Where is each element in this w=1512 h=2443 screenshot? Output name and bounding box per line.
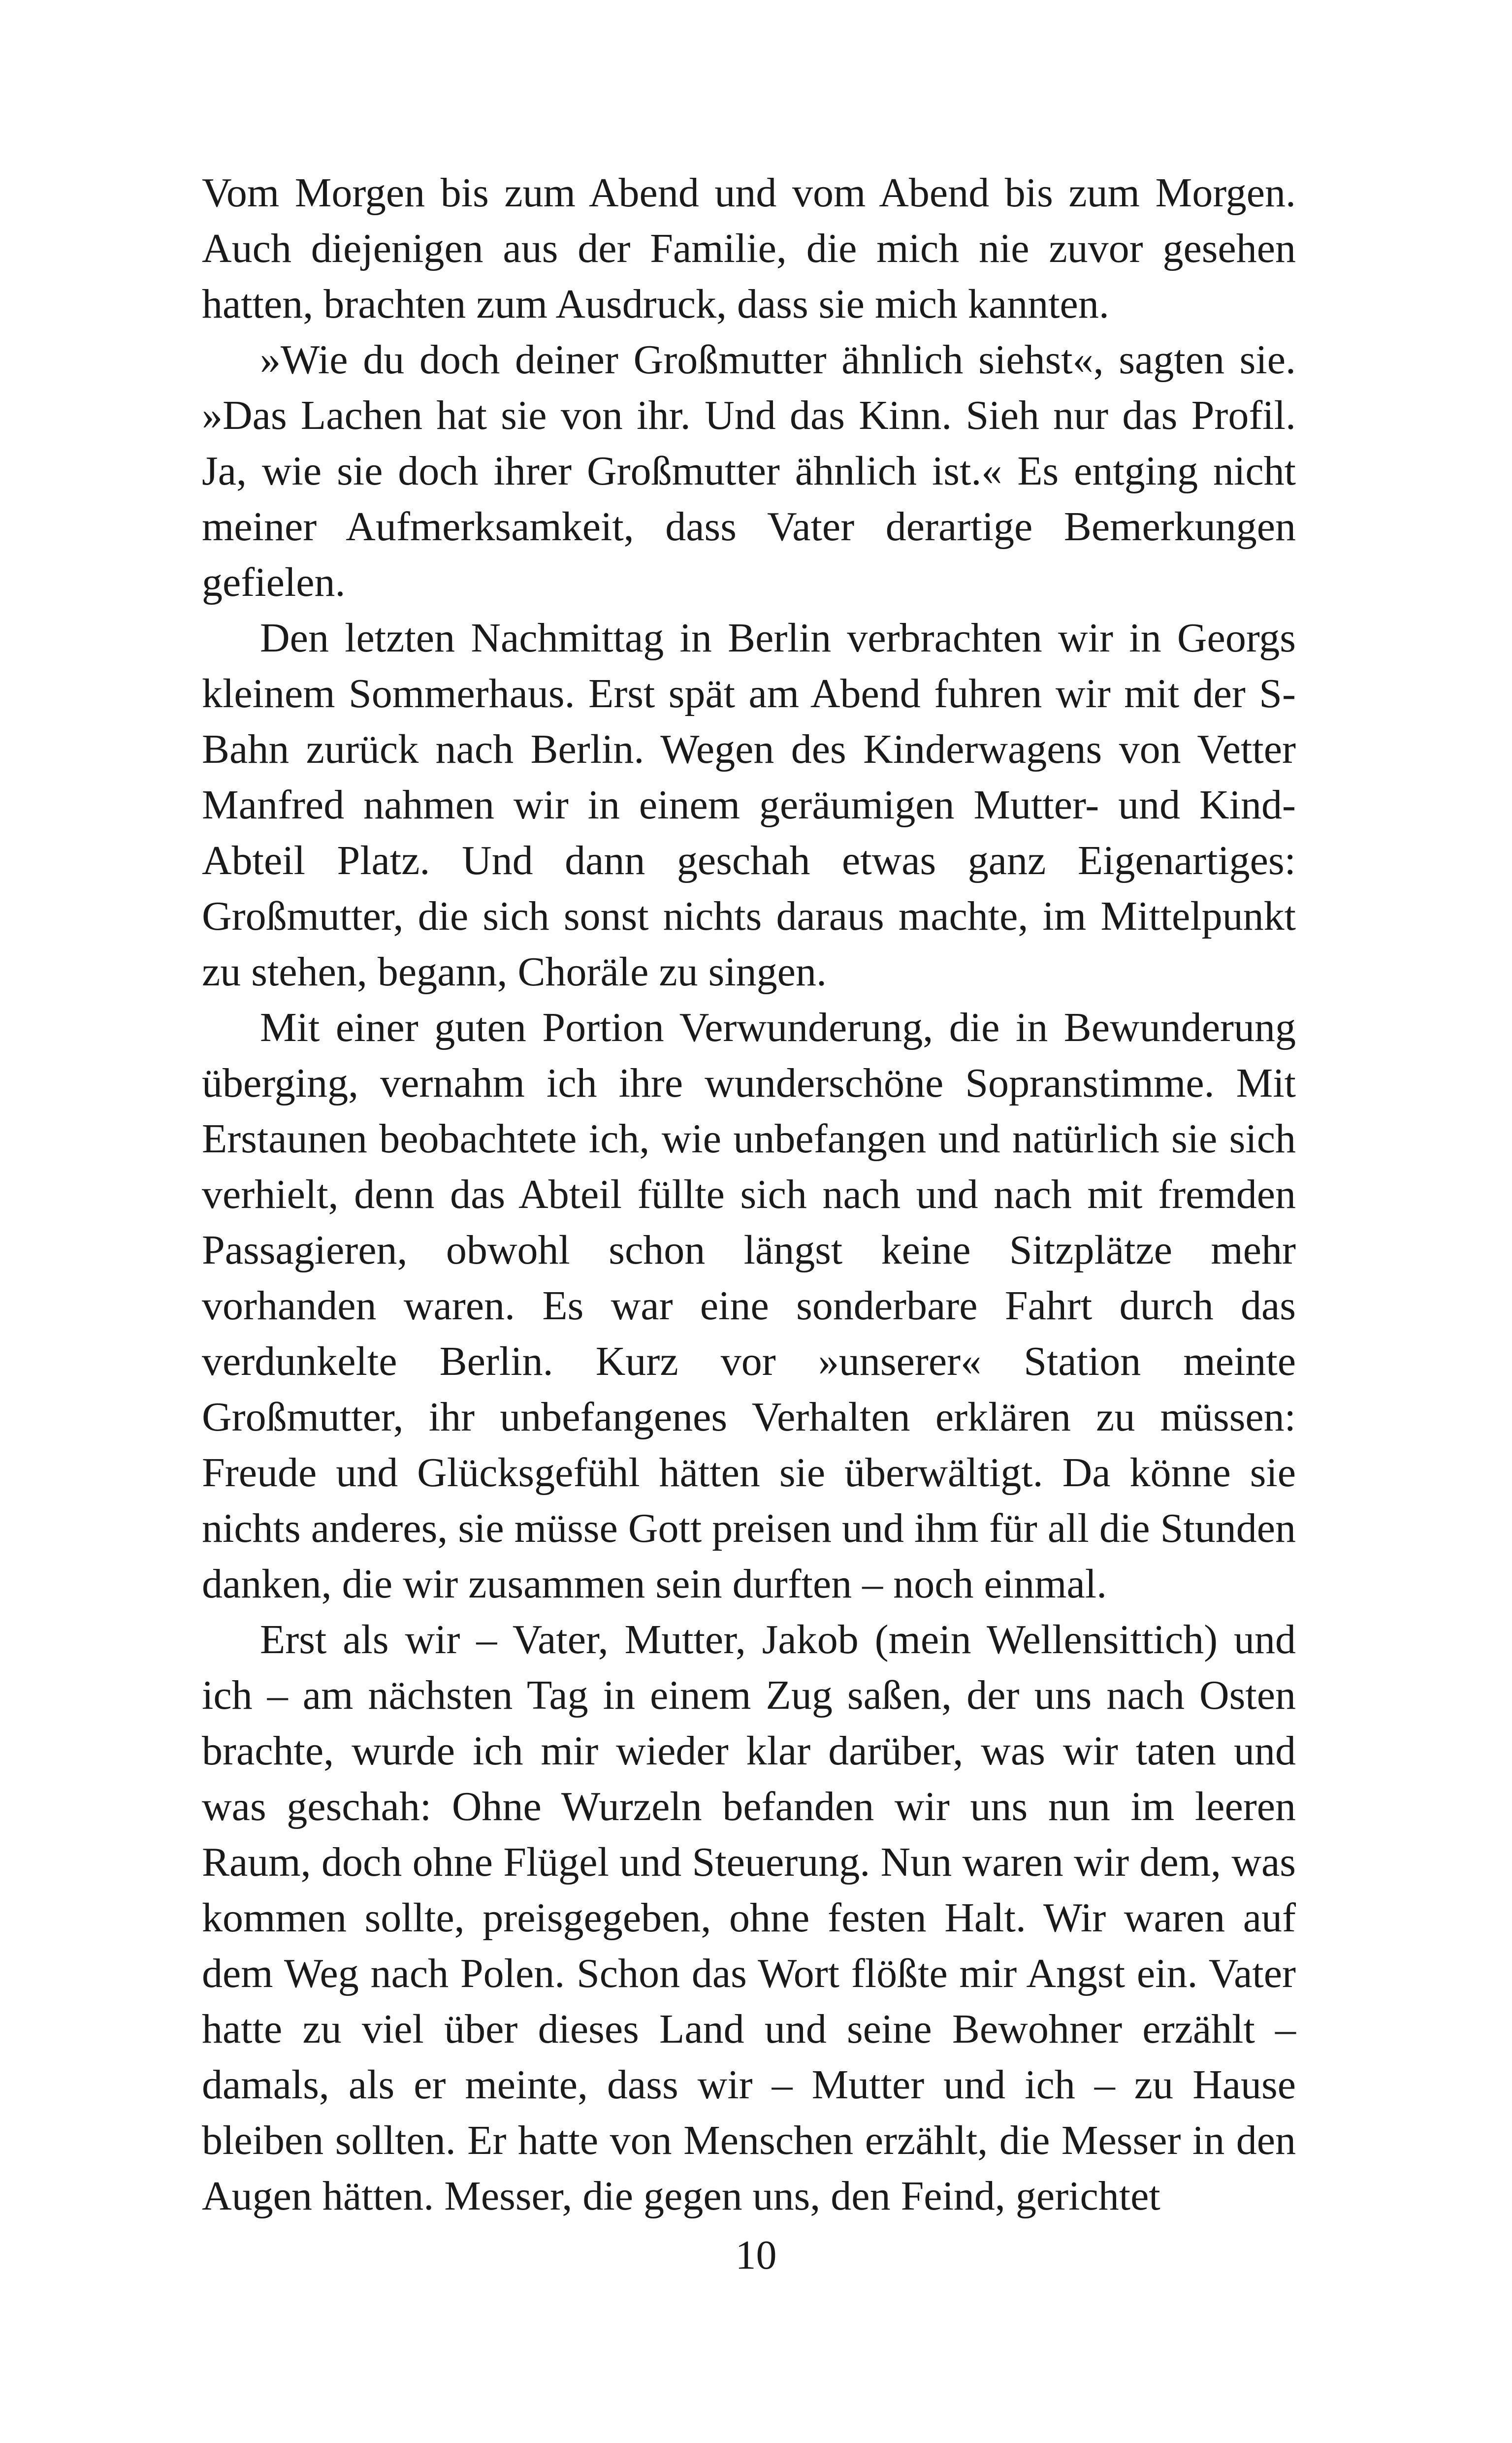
paragraph-5: Erst als wir – Vater, Mutter, Jakob (mein Wellensittich) und ich – am nächsten Tag in einem Zug saßen, der uns nach Osten brachte, wurde ich mir wieder klar darüber, was wir taten und was geschah: Ohne Wurzeln befanden wir uns nun im leeren Raum, doch ohne Flügel und Steuerung. Nun waren wir dem, was kommen sollte, preisgegeben, ohne festen Halt. Wir waren auf dem Weg nach Polen. Schon das Wort flößte mir Angst ein. Vater hatte zu viel über dieses Land und seine Bewohner erzählt – damals, als er meinte, dass wir – Mutter und ich – zu Hause bleiben sollten. Er hatte von Menschen erzählt, die Messer in den Augen hätten. Messer, die gegen uns, den Feind, gerichtet [202,1617,1296,2219]
paragraph-4: Mit einer guten Portion Verwunderung, die in Bewunderung überging, vernahm ich ihre wunderschöne Sopranstimme. Mit Erstaunen beobachtete ich, wie unbefangen und natürlich sie sich verhielt, denn das Abteil füllte sich nach und nach mit fremden Passagieren, obwohl schon längst keine Sitzplätze mehr vorhanden waren. Es war eine sonderbare Fahrt durch das verdunkelte Berlin. Kurz vor »unserer« Station meinte Großmutter, ihr unbefangenes Verhalten erklären zu müssen: Freude und Glücksgefühl hätten sie überwältigt. Da könne sie nichts anderes, sie müsse Gott preisen und ihm für all die Stunden danken, die wir zusammen sein durften – noch einmal. [202,1005,1296,1607]
paragraph-2: »Wie du doch deiner Großmutter ähnlich siehst«, sagten sie. »Das Lachen hat sie von ihr. Und das Kinn. Sieh nur das Profil. Ja, wie sie doch ihrer Großmutter ähnlich ist.« Es entging nicht meiner Aufmerksamkeit, dass Vater derartige Bemerkungen gefielen. [202,337,1296,605]
paragraph-1: Vom Morgen bis zum Abend und vom Abend bis zum Morgen. Auch diejenigen aus der Familie, die mich nie zuvor gesehen hatten, brachten zum Ausdruck, dass sie mich kannten. [202,170,1296,327]
page-number: 10 [735,2232,777,2278]
paragraph-3: Den letzten Nachmittag in Berlin verbrachten wir in Georgs kleinem Sommerhaus. Erst spät am Abend fuhren wir mit der S-Bahn zurück nach Berlin. Wegen des Kinderwagens von Vetter Manfred nahmen wir in einem geräumigen Mutter- und Kind-Abteil Platz. Und dann geschah etwas ganz Eigenartiges: Großmutter, die sich sonst nichts daraus machte, im Mittelpunkt zu stehen, begann, Choräle zu singen. [202,615,1296,995]
body-text [202,165,1296,2224]
